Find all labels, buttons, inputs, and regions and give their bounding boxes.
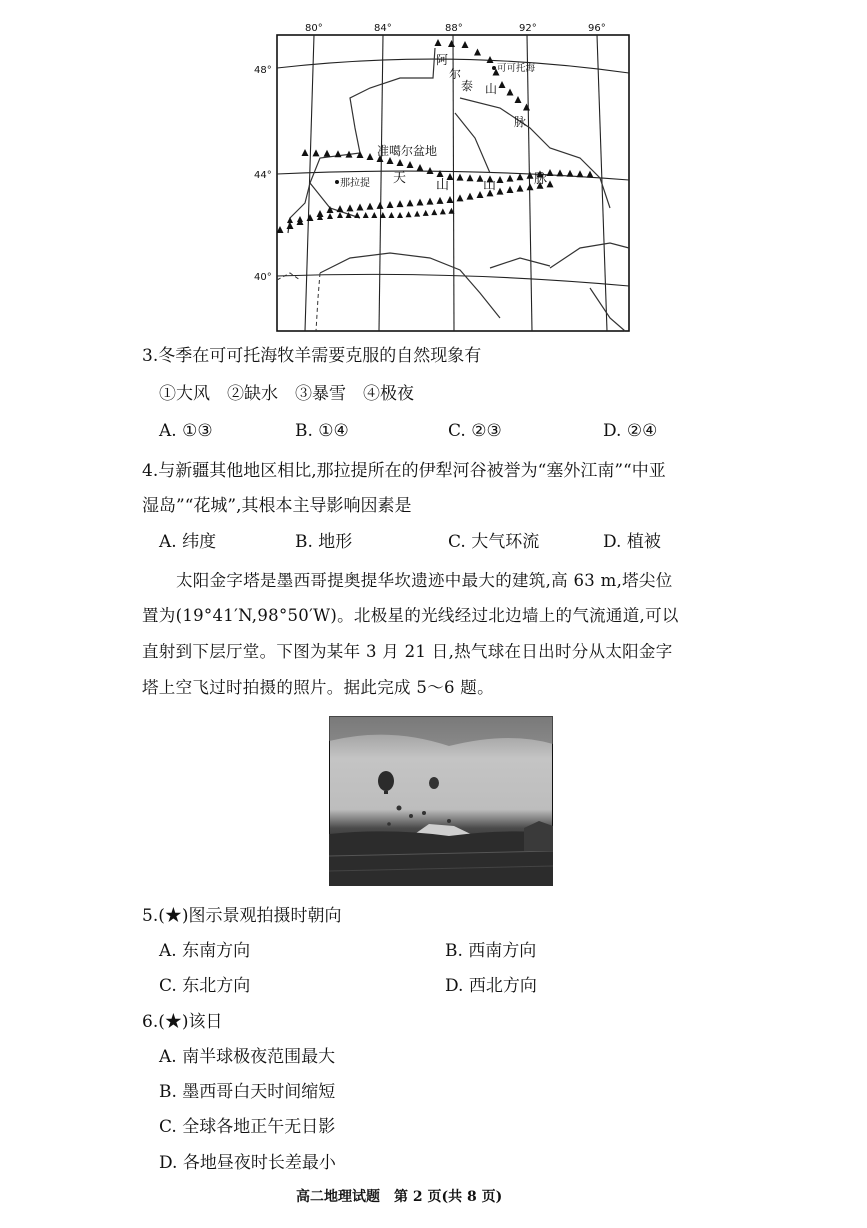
passage-line: 置为(19°41′N,98°50′W)。北极星的光线经过北边墙上的气流通道,可以	[142, 606, 679, 625]
lon-label: 88°	[445, 23, 463, 34]
hot-air-balloon	[387, 822, 391, 826]
xinjiang-map-figure	[250, 18, 640, 336]
hot-air-balloon	[378, 771, 394, 791]
lon-label: 96°	[588, 23, 606, 34]
altai-label: 脉	[514, 115, 527, 129]
option-b: B. ①④	[295, 421, 349, 441]
hot-air-balloon	[429, 777, 439, 789]
option-a: A. ①③	[159, 421, 213, 441]
lon-label: 84°	[374, 23, 392, 34]
question-5-stem: 5.(★)图示景观拍摄时朝向	[142, 906, 342, 926]
option-d: D. 西北方向	[445, 976, 537, 996]
lat-label: 48°	[254, 65, 272, 76]
balloon-photo	[329, 716, 553, 886]
passage-line: 直射到下层厅堂。下图为某年 3 月 21 日,热气球在日出时分从太阳金字	[142, 642, 673, 661]
question-4-stem: 4.与新疆其他地区相比,那拉提所在的伊犁河谷被誉为“塞外江南”“中亚	[142, 461, 666, 481]
altai-label: 阿	[436, 53, 449, 67]
option-c: C. ②③	[448, 421, 502, 441]
option-c: C. 东北方向	[159, 976, 251, 996]
option-a: A. 纬度	[159, 532, 217, 552]
nalati-label: 那拉提	[340, 178, 370, 189]
altai-label: 泰	[461, 79, 474, 93]
lat-label: 40°	[254, 272, 272, 283]
hot-air-balloon	[422, 811, 426, 815]
option-b: B. 地形	[295, 532, 353, 552]
question-6-stem: 6.(★)该日	[142, 1012, 223, 1032]
passage-line: 塔上空飞过时拍摄的照片。据此完成 5～6 题。	[142, 678, 494, 697]
hot-air-balloon	[447, 819, 451, 823]
koktokay-label: 可可托海	[497, 63, 536, 74]
option-c: C. 大气环流	[448, 532, 540, 552]
option-d: D. ②④	[603, 421, 658, 441]
tianshan-label: 山	[436, 178, 450, 193]
option-b: B. 墨西哥白天时间缩短	[159, 1082, 336, 1102]
tianshan-label: 天	[393, 171, 407, 186]
option-a: A. 东南方向	[159, 941, 251, 961]
page-footer: 高二地理试题 第 2 页(共 8 页)	[296, 1189, 503, 1205]
question-3-items: ①大风 ②缺水 ③暴雪 ④极夜	[159, 384, 414, 404]
tianshan-label: 山	[483, 178, 497, 193]
option-c: C. 全球各地正午无日影	[159, 1117, 336, 1137]
option-d: D. 各地昼夜时长差最小	[159, 1153, 336, 1173]
altai-label: 尔	[449, 67, 462, 81]
question-3-stem: 3.冬季在可可托海牧羊需要克服的自然现象有	[142, 346, 482, 366]
lon-label: 80°	[305, 23, 323, 34]
lon-label: 92°	[519, 23, 537, 34]
junggar-label: 准噶尔盆地	[377, 144, 438, 158]
nalati-point	[335, 180, 339, 184]
hot-air-balloon	[409, 814, 413, 818]
tianshan-label: 脉	[534, 172, 548, 187]
lat-label: 44°	[254, 170, 272, 181]
question-4-stem-cont: 湿岛”“花城”,其根本主导影响因素是	[142, 496, 412, 516]
option-a: A. 南半球极夜范围最大	[159, 1047, 336, 1067]
hot-air-balloon	[397, 806, 402, 811]
koktokay-point	[492, 66, 496, 70]
option-b: B. 西南方向	[445, 941, 537, 961]
altai-label: 山	[485, 82, 498, 96]
option-d: D. 植被	[603, 532, 661, 552]
passage-line: 太阳金字塔是墨西哥提奥提华坎遗迹中最大的建筑,高 63 m,塔尖位	[176, 571, 673, 590]
